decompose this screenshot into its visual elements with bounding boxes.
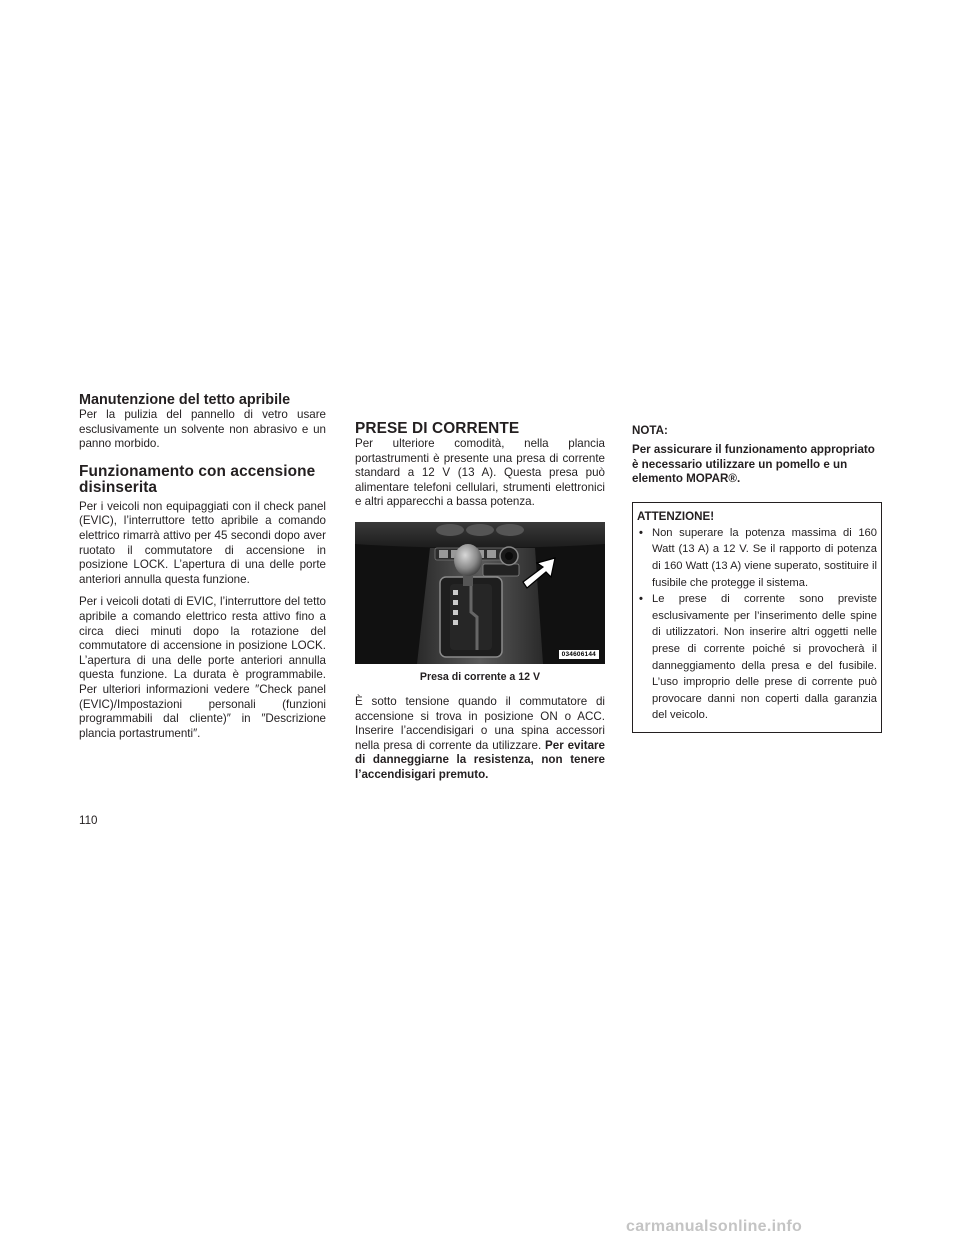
warning-item-text: Le prese di corrente sono previste esclusivamente per l’inserimento delle spine di utilizzatori. Non inserire altri oggetti nelle prese di corrente poiché si provocherà il danneggiamento della presa e del fusibile. L’uso improprio delle prese di corrente può provocare danni non coperti dalla garanzia del veicolo. bbox=[652, 593, 877, 722]
note-title: NOTA: bbox=[632, 424, 668, 437]
console-illustration bbox=[355, 522, 605, 664]
photo-code-label: 034606144 bbox=[559, 650, 599, 659]
watermark-text: carmanualsonline.info bbox=[626, 1218, 803, 1235]
heading-sunroof-maintenance: Manutenzione del tetto apribile bbox=[79, 392, 291, 408]
left-column bbox=[79, 393, 326, 741]
right-column bbox=[632, 424, 882, 733]
warning-item-text: Non superare la potenza massima di 160 Watt (13 A) a 12 V. Se il rapporto di potenza di 160 Watt (13 A) viene superato, sostituire il fusibile che protegge il sistema. bbox=[652, 526, 877, 589]
bullet-icon: • bbox=[639, 526, 643, 539]
paragraph-non-evic: Per i veicoli non equipaggiati con il check panel (EVIC), l’interruttore tetto apribile a comando elettrico rimarrà attivo per 45 secondi dopo aver ruotato il commutatore di accensione in posizione LOCK. L’apertura di una delle porte anteriori annulla questa funzione. bbox=[79, 499, 326, 586]
paragraph-evic: Per i veicoli dotati di EVIC, l’interruttore del tetto apribile a comando elettrico resta attivo fino a circa dieci minuti dopo la rotazione del commutatore di accensione in posizione LOCK. L’apertura di una delle porte anteriori annulla questa funzione. La durata è programmabile. Per ulteriori informazioni vedere ″Check panel (EVIC)/Impostazioni personali (funzioni programmabili dal cliente)″ in ″Descrizione plancia portastrumenti″. bbox=[79, 595, 326, 740]
paragraph-outlet-usage bbox=[355, 695, 605, 783]
outlet-usage-warning-text: Per evitare di danneggiarne la resistenza, non tenere l’accendisigari premuto. bbox=[355, 738, 605, 781]
power-outlet-photo bbox=[355, 522, 605, 664]
photo-caption: Presa di corrente a 12 V bbox=[419, 670, 541, 683]
outlet-usage-text: È sotto tensione quando il commutatore di accensione si trova in posizione ON o ACC. Inserire l’accendisigari o una spina accessori nella presa di corrente da utilizzare. bbox=[355, 694, 605, 752]
warning-item bbox=[637, 525, 877, 591]
warning-box bbox=[632, 502, 882, 733]
paragraph-sunroof-cleaning: Per la pulizia del pannello di vetro usare esclusivamente un solvente non abrasivo e un panno morbido. bbox=[79, 408, 326, 451]
bullet-icon: • bbox=[639, 593, 643, 606]
middle-column bbox=[355, 421, 605, 783]
warning-list bbox=[637, 525, 877, 724]
page-number: 110 bbox=[79, 814, 98, 827]
warning-title: ATTENZIONE! bbox=[637, 509, 715, 523]
heading-ignition-off-operation: Funzionamento con accensione disinserita bbox=[79, 462, 316, 496]
note-text: Per assicurare il funzionamento appropriato è necessario utilizzare un pomello e un elemento MOPAR®. bbox=[632, 443, 875, 486]
warning-item bbox=[637, 591, 877, 724]
heading-power-outlets: PRESE DI CORRENTE bbox=[355, 420, 520, 437]
paragraph-outlet-intro: Per ulteriore comodità, nella plancia portastrumenti è presente una presa di corrente standard a 12 V (13 A). Questa presa può alimentare telefoni cellulari, strumenti elettronici e altri apparecchi a bassa potenza. bbox=[355, 437, 605, 509]
